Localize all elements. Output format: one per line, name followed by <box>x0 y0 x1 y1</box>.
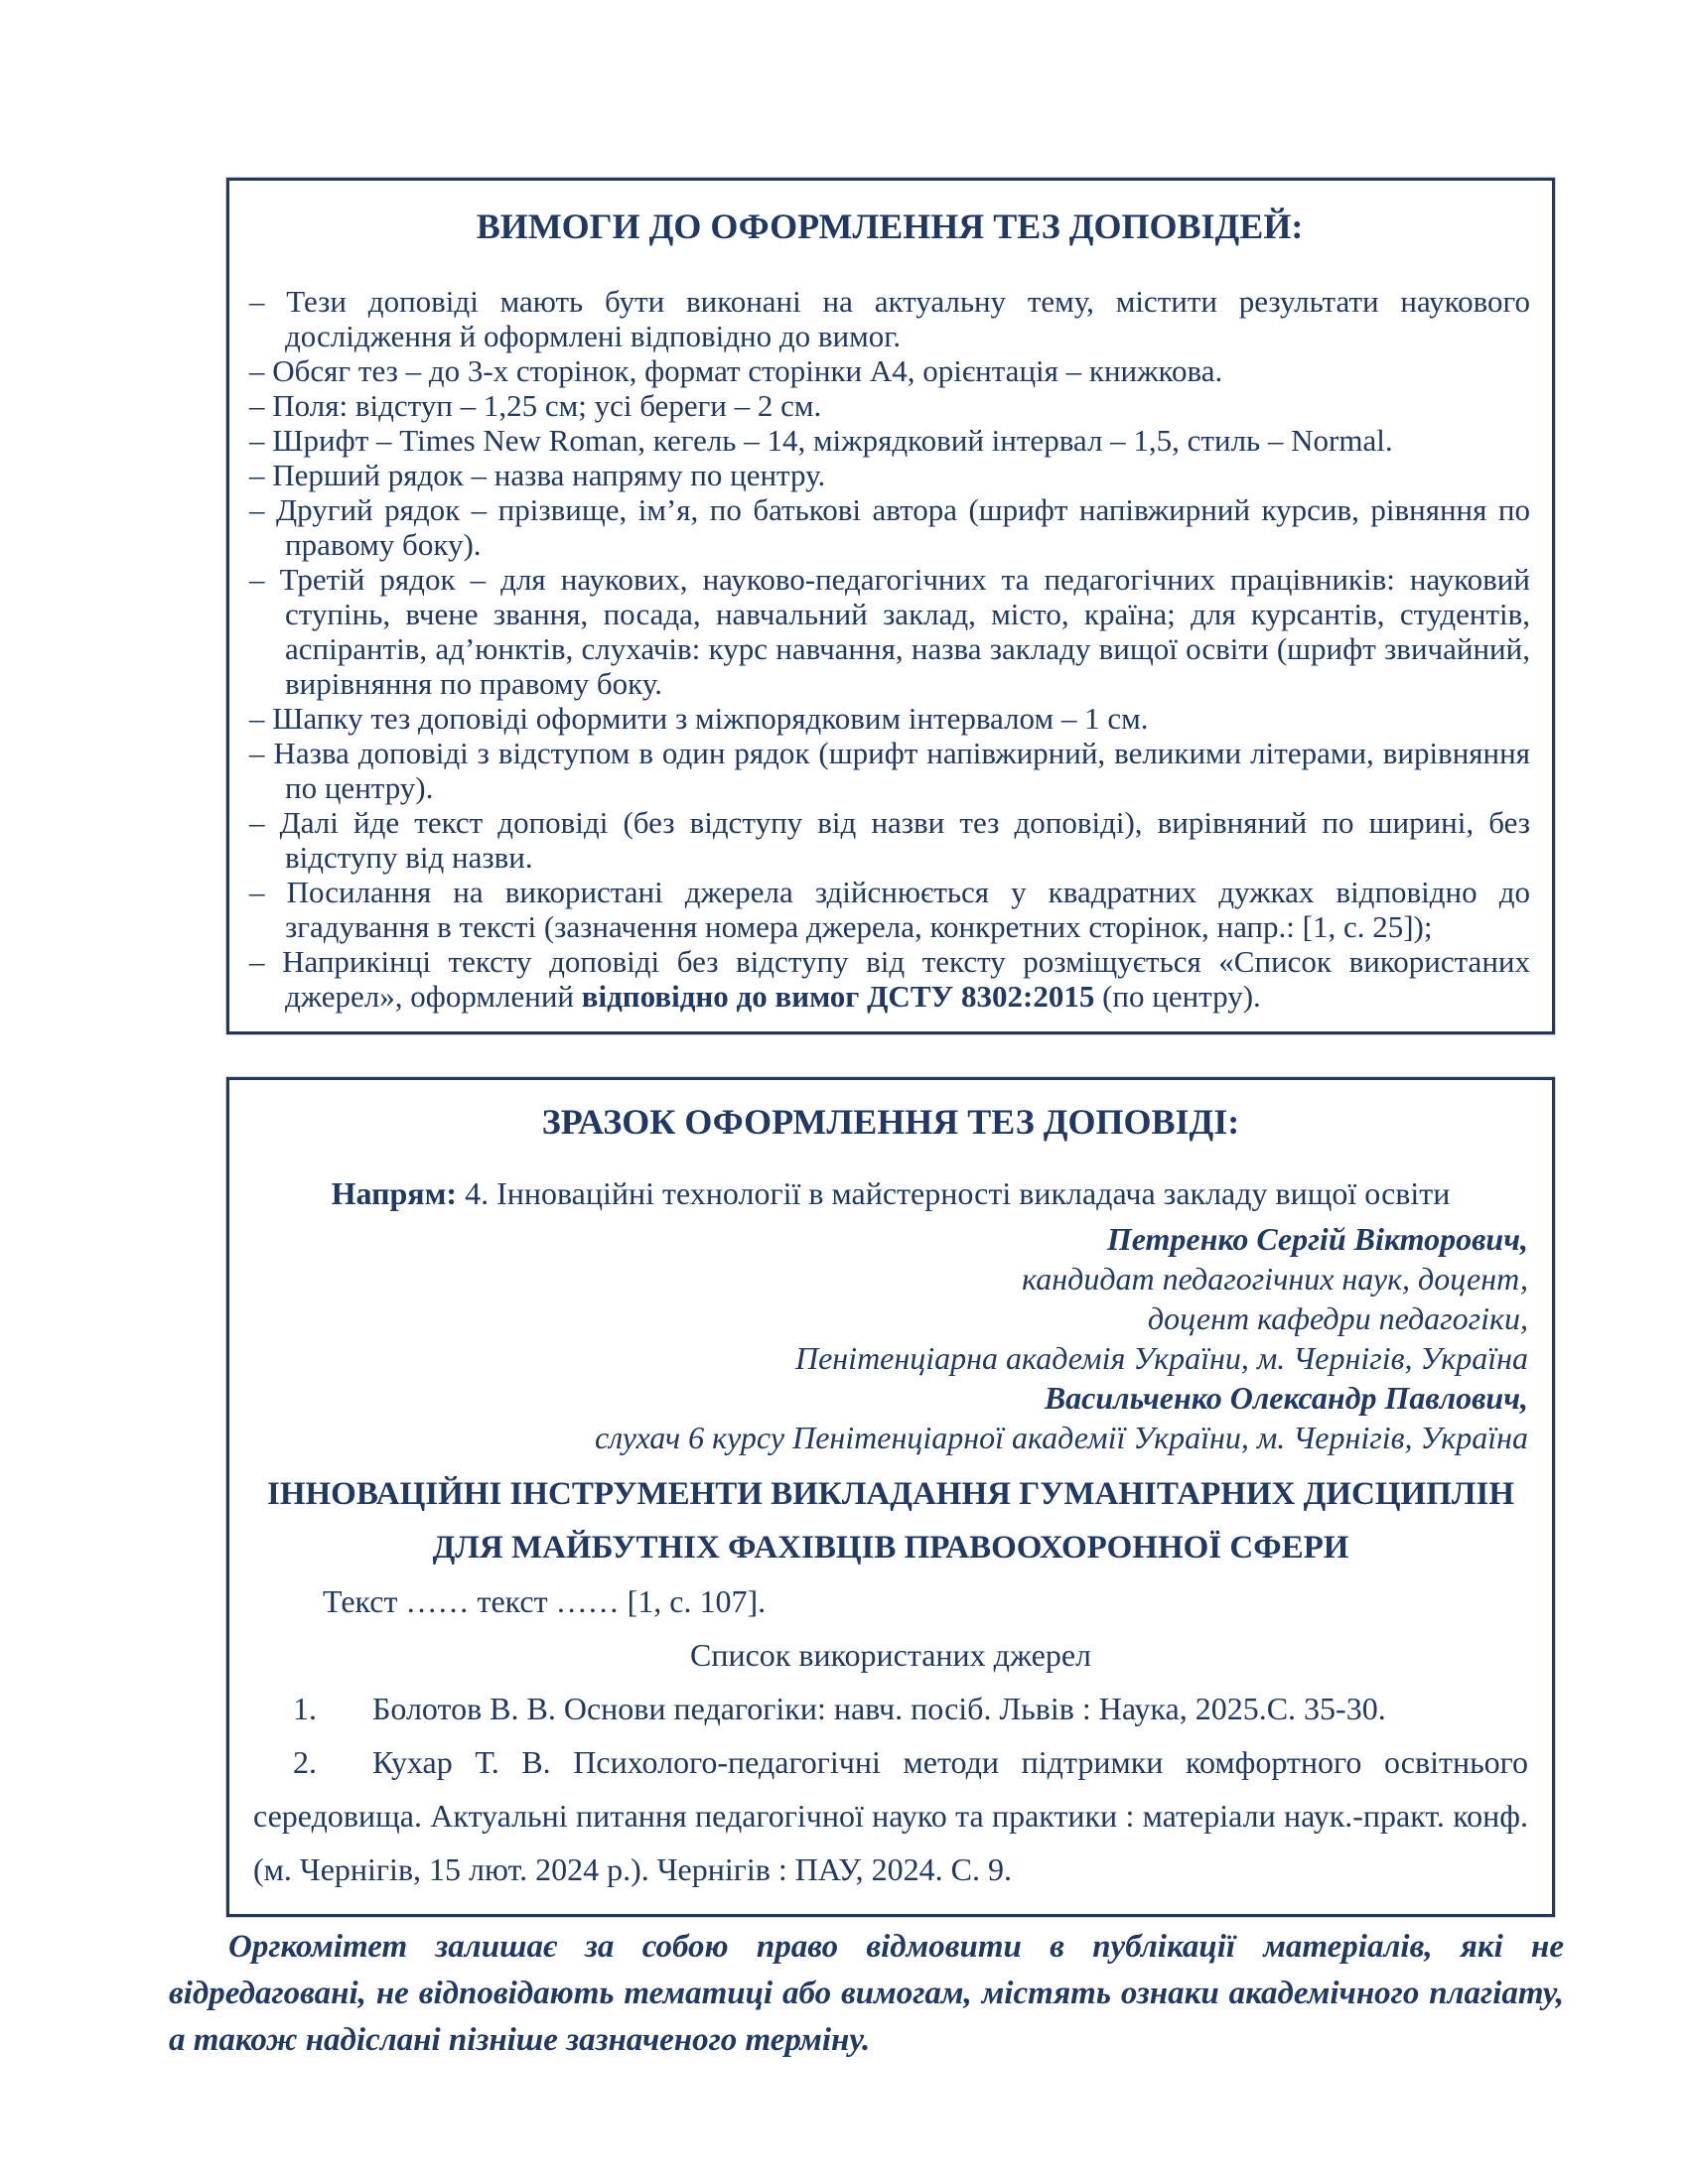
direction-text: 4. Інноваційні технології в майстерності викладача закладу вищої освіти <box>457 1175 1451 1211</box>
direction-label: Напрям: <box>331 1175 458 1211</box>
references-list <box>253 1682 1528 1896</box>
requirement-item: – Назва доповіді з відступом в один рядок (шрифт напівжирний, великими літерами, вирівняння по центру). <box>249 736 1530 805</box>
sample-box <box>226 1077 1555 1917</box>
requirements-box <box>226 178 1555 1034</box>
author-line: слухач 6 курсу Пенітенціарної академії України, м. Чернігів, Україна <box>595 1420 1528 1455</box>
author-line: доцент кафедри педагогіки, <box>1147 1300 1528 1336</box>
sample-body-text: Текст …… текст …… [1, с. 107]. <box>323 1583 767 1619</box>
reference-text: Кухар Т. В. Психолого-педагогічні методи підтримки комфортного освітнього середовища. Актуальні питання педагогічної науко та практики : матеріали наук.-практ. конф. (м. Чернігів, 15 лют. 2024 р.). Чернігів : ПАУ, 2024. С. 9. <box>253 1744 1528 1887</box>
reference-number: 2. <box>293 1744 317 1780</box>
author-line: Петренко Сергій Вікторович, <box>1106 1221 1528 1257</box>
references-heading: Список використаних джерел <box>690 1637 1091 1673</box>
reference-item <box>253 1735 1528 1896</box>
reference-text: Болотов В. В. Основи педагогіки: навч. посіб. Львів : Наука, 2025.С. 35-30. <box>372 1691 1386 1726</box>
requirement-item: – Шапку тез доповіді оформити з міжпорядковим інтервалом – 1 см. <box>249 701 1149 736</box>
requirement-item: – Далі йде текст доповіді (без відступу від назви тез доповіді), вирівняний по ширині, без відступу від назви. <box>249 805 1530 875</box>
author-line: Васильченко Олександр Павлович, <box>1044 1380 1528 1416</box>
reference-item <box>253 1682 1528 1735</box>
requirements-list <box>249 284 1530 1014</box>
author-block <box>253 1219 1528 1457</box>
requirement-item: – Поля: відступ – 1,25 см; усі береги – 2 см. <box>249 388 822 423</box>
requirement-item: – Шрифт – Times New Roman, кегель – 14, міжрядковий інтервал – 1,5, стиль – Normal. <box>249 423 1393 458</box>
requirement-item: – Посилання на використані джерела здійснюється у квадратних дужках відповідно до згадування в тексті (зазначення номера джерела, конкретних сторінок, напр.: [1, с. 25]); <box>249 875 1530 944</box>
requirements-title: ВИМОГИ ДО ОФОРМЛЕННЯ ТЕЗ ДОПОВІДЕЙ: <box>476 206 1304 246</box>
direction-line <box>253 1171 1528 1215</box>
requirement-item: – Другий рядок – прізвище, ім’я, по батькові автора (шрифт напівжирний курсив, рівняння по правому боку). <box>249 492 1530 562</box>
requirement-item: – Перший рядок – назва напряму по центру. <box>249 458 826 492</box>
requirement-item: – Тези доповіді мають бути виконані на актуальну тему, містити результати наукового дослідження й оформлені відповідно до вимог. <box>249 284 1530 353</box>
requirement-item: – Наприкінці тексту доповіді без відступу від тексту розміщується «Список використаних джерел», оформлений відповідно до вимог ДСТУ 8302:2015 (по центру). <box>249 944 1530 1014</box>
requirement-item: – Обсяг тез – до 3-х сторінок, формат сторінки А4, орієнтація – книжкова. <box>249 353 1223 388</box>
author-line: Пенітенціарна академія України, м. Чернігів, Україна <box>794 1340 1528 1376</box>
paper-title-line2: ДЛЯ МАЙБУТНІХ ФАХІВЦІВ ПРАВООХОРОННОЇ СФЕРИ <box>432 1530 1349 1566</box>
paper-title-line1: ІННОВАЦІЙНІ ІНСТРУМЕНТИ ВИКЛАДАННЯ ГУМАНІТАРНИХ ДИСЦИПЛІН <box>267 1476 1514 1512</box>
sample-title: ЗРАЗОК ОФОРМЛЕННЯ ТЕЗ ДОПОВІДІ: <box>541 1102 1240 1142</box>
footer-note: Оргкомітет залишає за собою право відмовити в публікації матеріалів, які не відредаговані, не відповідають тематиці або вимогам, містять ознаки академічного плагіату, а також надіслані пізніше зазначеного терміну. <box>169 1929 1564 2058</box>
reference-number: 1. <box>293 1691 317 1726</box>
author-line: кандидат педагогічних наук, доцент, <box>1022 1261 1528 1297</box>
requirement-item: – Третій рядок – для наукових, науково-педагогічних та педагогічних працівників: науковий ступінь, вчене звання, посада, навчальний заклад, місто, країна; для курсантів, студентів, аспірантів, ад’юнктів, слухачів: курс навчання, назва закладу вищої освіти (шрифт звичайний, вирівняння по правому боку. <box>249 562 1530 701</box>
